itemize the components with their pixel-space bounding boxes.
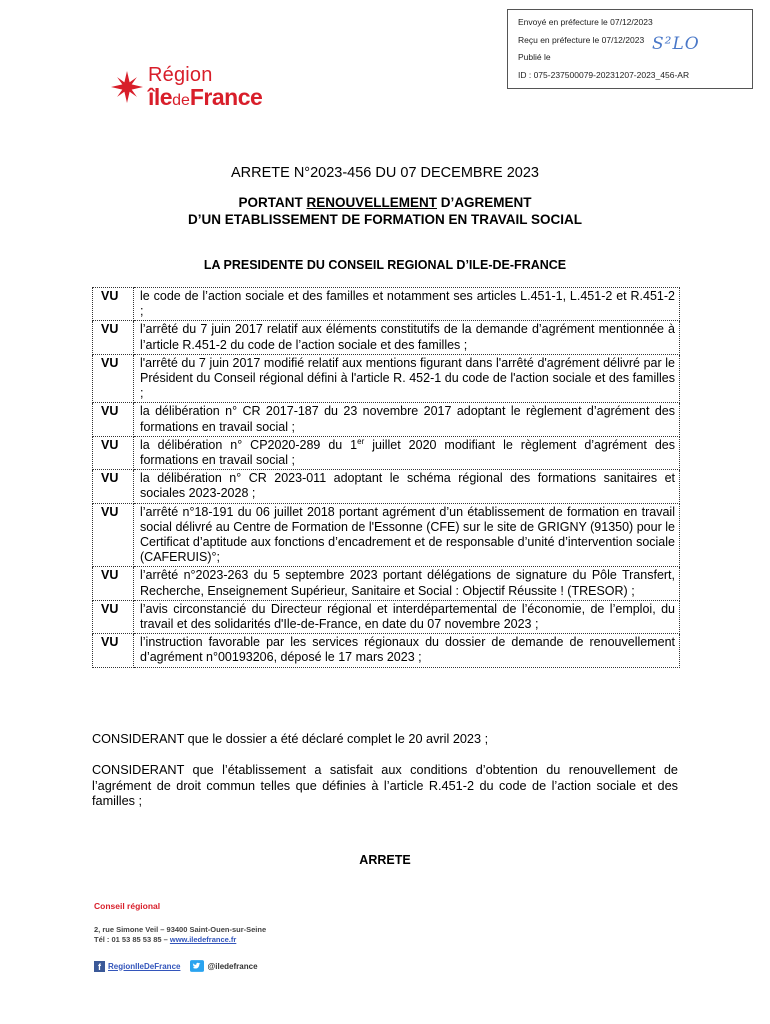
logo-region-text: Région — [148, 64, 213, 86]
vu-row: VU l’arrêté n°18-191 du 06 juillet 2018 portant agrément d’un établissement de formation en travail social délivré au Centre de Formation de l'Essonne (CFE) sur le site de GRIGNY (91350) pour le Certificat d’aptitude aux fonctions d’encadrement et de responsable d’unité d’intervention sociale (CAFERUIS)°; — [93, 503, 680, 567]
page-title: ARRETE N°2023-456 DU 07 DECEMBRE 2023 — [230, 165, 539, 181]
vu-row: VU la délibération n° CR 2017-187 du 23 novembre 2017 adoptant le règlement d’agrément des formations en travail social ; — [93, 403, 680, 436]
stamp-received: Reçu en préfecture le 07/12/2023 — [518, 34, 645, 45]
star-icon — [110, 70, 144, 104]
vu-row: VU le code de l’action sociale et des familles et notamment ses articles L.451-1, L.451-2 et R.451-2 ; — [93, 288, 680, 321]
stamp-sent: Envoyé en préfecture le 07/12/2023 — [518, 17, 653, 27]
vu-row: VU la délibération n° CR 2023-011 adoptant le schéma régional des formations sanitaires et sociales 2023-2028 ; — [93, 470, 680, 503]
prefecture-stamp — [507, 9, 753, 89]
vu-row: VU l’instruction favorable par les services régionaux du dossier de demande de renouvellement d’agrément n°00193206, déposé le 17 mars 2023 ; — [93, 634, 680, 667]
considerant-2: CONSIDERANT que l’établissement a satisfait aux conditions d’obtention du renouvellement de l’agrément de droit commun telles que définies à l’article R.451-2 du code de l’action sociale et des familles ; — [92, 763, 678, 808]
footer — [94, 901, 266, 972]
stamp-published: Publié le — [518, 52, 551, 62]
vu-row: VU l'arrêté du 7 juin 2017 modifié relatif aux mentions figurant dans l'arrêté d'agrément délivré par le Président du Conseil régional défini à l'article R. 452-1 du code de l'action sociale et des familles ; — [93, 354, 680, 403]
vu-row: VU l’arrêté du 7 juin 2017 relatif aux éléments constitutifs de la demande d’agrément mentionnée à l’article R.451-2 du code de l’action sociale et des familles ; — [93, 321, 680, 354]
slo-logo: S²LO — [652, 34, 700, 54]
logo-idf-text: îledeFrance — [148, 84, 263, 110]
arrete-heading: ARRETE — [359, 853, 411, 867]
subtitle: PORTANT RENOUVELLEMENT D’AGREMENT D’UN ETABLISSEMENT DE FORMATION EN TRAVAIL SOCIAL — [188, 195, 582, 227]
social-links — [94, 960, 266, 972]
vu-table — [92, 287, 680, 668]
region-logo — [110, 64, 300, 114]
renouvellement-underlined: RENOUVELLEMENT — [306, 195, 437, 210]
president-heading: LA PRESIDENTE DU CONSEIL REGIONAL D’ILE-DE-FRANCE — [203, 258, 567, 272]
stamp-id: ID : 075-237500079-20231207-2023_456-AR — [518, 69, 690, 80]
footer-conseil: Conseil régional — [94, 901, 161, 911]
vu-row: VU la délibération n° CP2020-289 du 1er juillet 2020 modifiant le règlement d’agrément des formations en travail social ; — [93, 436, 680, 469]
twitter-icon — [190, 960, 204, 972]
facebook-icon: f — [94, 961, 105, 972]
footer-address: 2, rue Simone Veil – 93400 Saint-Ouen-sur-Seine Tél : 01 53 85 53 85 – www.iledefrance.fr — [94, 925, 267, 944]
website-link[interactable]: www.iledefrance.fr — [169, 935, 237, 944]
considerant-1: CONSIDERANT que le dossier a été déclaré complet le 20 avril 2023 ; — [92, 732, 489, 746]
vu-row: VU l’avis circonstancié du Directeur régional et interdépartemental de l’économie, de l’emploi, du travail et des solidarités d'Ile-de-France, en date du 07 novembre 2023 ; — [93, 600, 680, 633]
twitter-link[interactable]: @iledefrance — [207, 961, 258, 971]
vu-row: VU l’arrêté n°2023-263 du 5 septembre 2023 portant délégations de signature du Pôle Transfert, Recherche, Enseignement Supérieur, Sanitaire et Social : Objectif Réussite ! (TRESOR) ; — [93, 567, 680, 600]
facebook-link[interactable]: RegionIleDeFrance — [108, 961, 181, 971]
